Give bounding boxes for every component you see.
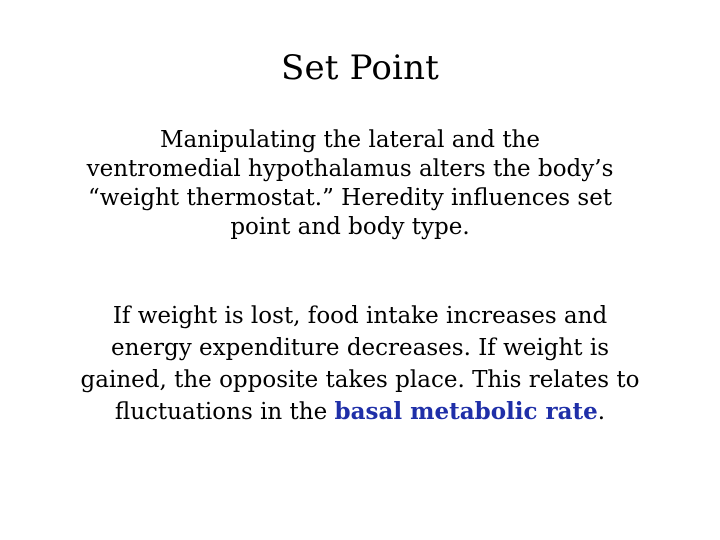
paragraph-line-last (55, 396, 665, 428)
line-prefix: fluctuations in the (114, 399, 335, 425)
paragraph-line: Manipulating the lateral and the (160, 127, 540, 153)
paragraph-weight-regulation (55, 300, 665, 428)
paragraph-line: “weight thermostat.” Heredity influences set (87, 185, 613, 211)
highlight-term-basal-metabolic-rate: basal metabolic rate (334, 398, 598, 425)
paragraph-line: If weight is lost, food intake increases and (112, 303, 608, 329)
slide-title: Set Point (280, 48, 440, 88)
paragraph-line: energy expenditure decreases. If weight is (110, 335, 610, 361)
paragraph-line: point and body type. (230, 214, 470, 240)
paragraph-line: gained, the opposite takes place. This relates to (80, 367, 640, 393)
paragraph-set-point-intro (60, 126, 640, 242)
paragraph-line: ventromedial hypothalamus alters the body’s (86, 156, 614, 182)
line-suffix: . (597, 399, 606, 425)
